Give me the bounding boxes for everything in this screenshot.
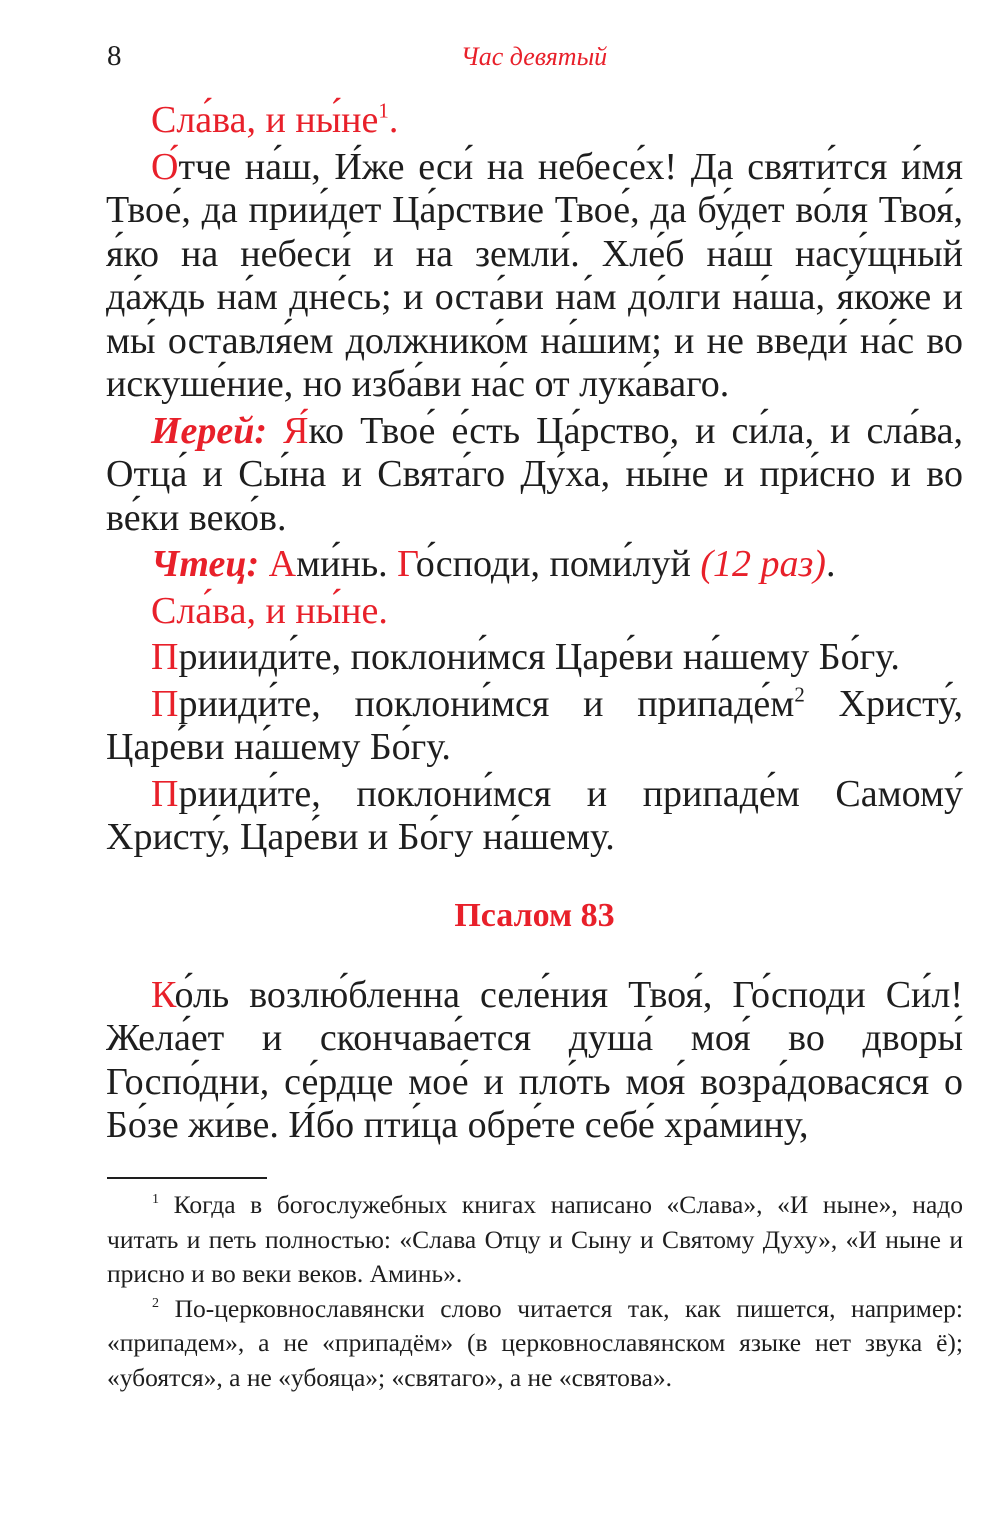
paragraph-chtec: Чтец: Ами́нь. Го́споди, поми́луй (12 раз). (151, 543, 836, 585)
footnote-2 (107, 1292, 963, 1396)
prayer-text: риииди́те, поклони́мся Царе́ви на́шему Бо́гу. (178, 636, 900, 678)
page-number: 8 (107, 40, 122, 72)
footnote-text: Когда в богослужебных книгах написано «Слава», «И ныне», надо читать и петь полностью: «Слава Отцу и Сыну и Святому Духу», «И ныне и присно и во веки веков. Аминь». (107, 1190, 963, 1288)
paragraph-slava-2 (106, 590, 963, 634)
psalm-text: о́ль возлю́бленна селе́ния Твоя́, Го́споди Си́л! Жела́ет и скончава́ется душа́ моя́ во дворы́ Госпо́дни, се́рдце мое́ и пло́ть моя́ возра́довасяся о Бо́зе жи́ве. И́бо пти́ца обре́те себе́ хра́мину, (106, 973, 963, 1146)
footnote-mark: 2 (152, 1295, 160, 1311)
paragraph-ierei (106, 410, 963, 541)
paragraph-priidite-1 (106, 636, 963, 680)
paragraph-slava-1 (106, 99, 963, 143)
footnote-1 (107, 1188, 963, 1292)
footnote-text: По-церковнославянски слово читается так, как пишется, например: «припадем», а не «припадём» (в церковнославянском языке нет звука ё); «убоятся», а не «убояца»; «святаго», а не «святова». (107, 1293, 964, 1392)
initial-letter: П (151, 636, 179, 678)
paragraph-otche-nash (106, 146, 963, 407)
footnote-ref-2: 2 (794, 681, 805, 706)
initial-letter: А (268, 543, 297, 585)
rubric-slava: Сла́ва, и ны́не. (151, 589, 388, 632)
paragraph-psalm-83 (106, 974, 963, 1148)
prayer-text: рииди́те, поклони́мся и припаде́м Самому́ Христу́, Царе́ви и Бо́гу на́шему. (106, 772, 963, 858)
rubric-slava: Сла́ва, и $ны́не^1$. (151, 98, 399, 141)
rubric-count: (12 раз) (700, 543, 826, 585)
prayer-text: рииди́те, поклони́мся и припаде́м (178, 682, 795, 725)
prayer-text: тче на́ш, И́же еси́ на небесе́х! Да святи́тся и́мя Твое́, да прии́дет Ца́рствие Твое́, да бу́дет во́ля Твоя́, я́ко на небеси́ и на земли́. Хле́б на́ш насу́щный да́ждь на́м дне́сь; и оста́ви на́м до́лги на́ша, я́коже и мы́ оставля́ем должнико́м на́шим; и не введи́ на́с во искуше́ние, но изба́ви на́с от лука́ваго. (106, 145, 963, 405)
role-label: Чтец: (151, 543, 260, 585)
footnote-ref-1: 1 (378, 98, 389, 123)
prayer-text: ко Твое́ е́сть Ца́рство, и си́ла, и сла́ва, Отца́ и Сы́на и Свята́го Ду́ха, ны́не и при́сно и во ве́ки веко́в. (106, 409, 964, 539)
prayer-text: о́споди, поми́луй (415, 543, 701, 585)
running-title: Час девятый (460, 42, 608, 71)
initial-letter: Я́ (283, 409, 309, 452)
psalm-title: Псалом 83 (454, 896, 615, 934)
initial-letter: К (151, 973, 175, 1016)
footnotes (107, 1188, 963, 1395)
main-text (106, 99, 963, 1148)
footnote-divider (107, 1177, 267, 1179)
initial-letter: П (151, 772, 179, 815)
initial-letter: О́ (151, 145, 179, 188)
initial-letter: П (151, 682, 179, 725)
footnote-mark: 1 (152, 1192, 160, 1208)
initial-letter: Г (397, 543, 416, 585)
prayer-text: ми́нь. (296, 543, 398, 585)
role-label: Иерей: (151, 409, 268, 452)
prayer-text: Христу́, Царе́ви на́шему Бо́гу. (106, 682, 963, 768)
paragraph-priidite-2 (106, 683, 963, 770)
paragraph-priidite-3 (106, 773, 963, 860)
